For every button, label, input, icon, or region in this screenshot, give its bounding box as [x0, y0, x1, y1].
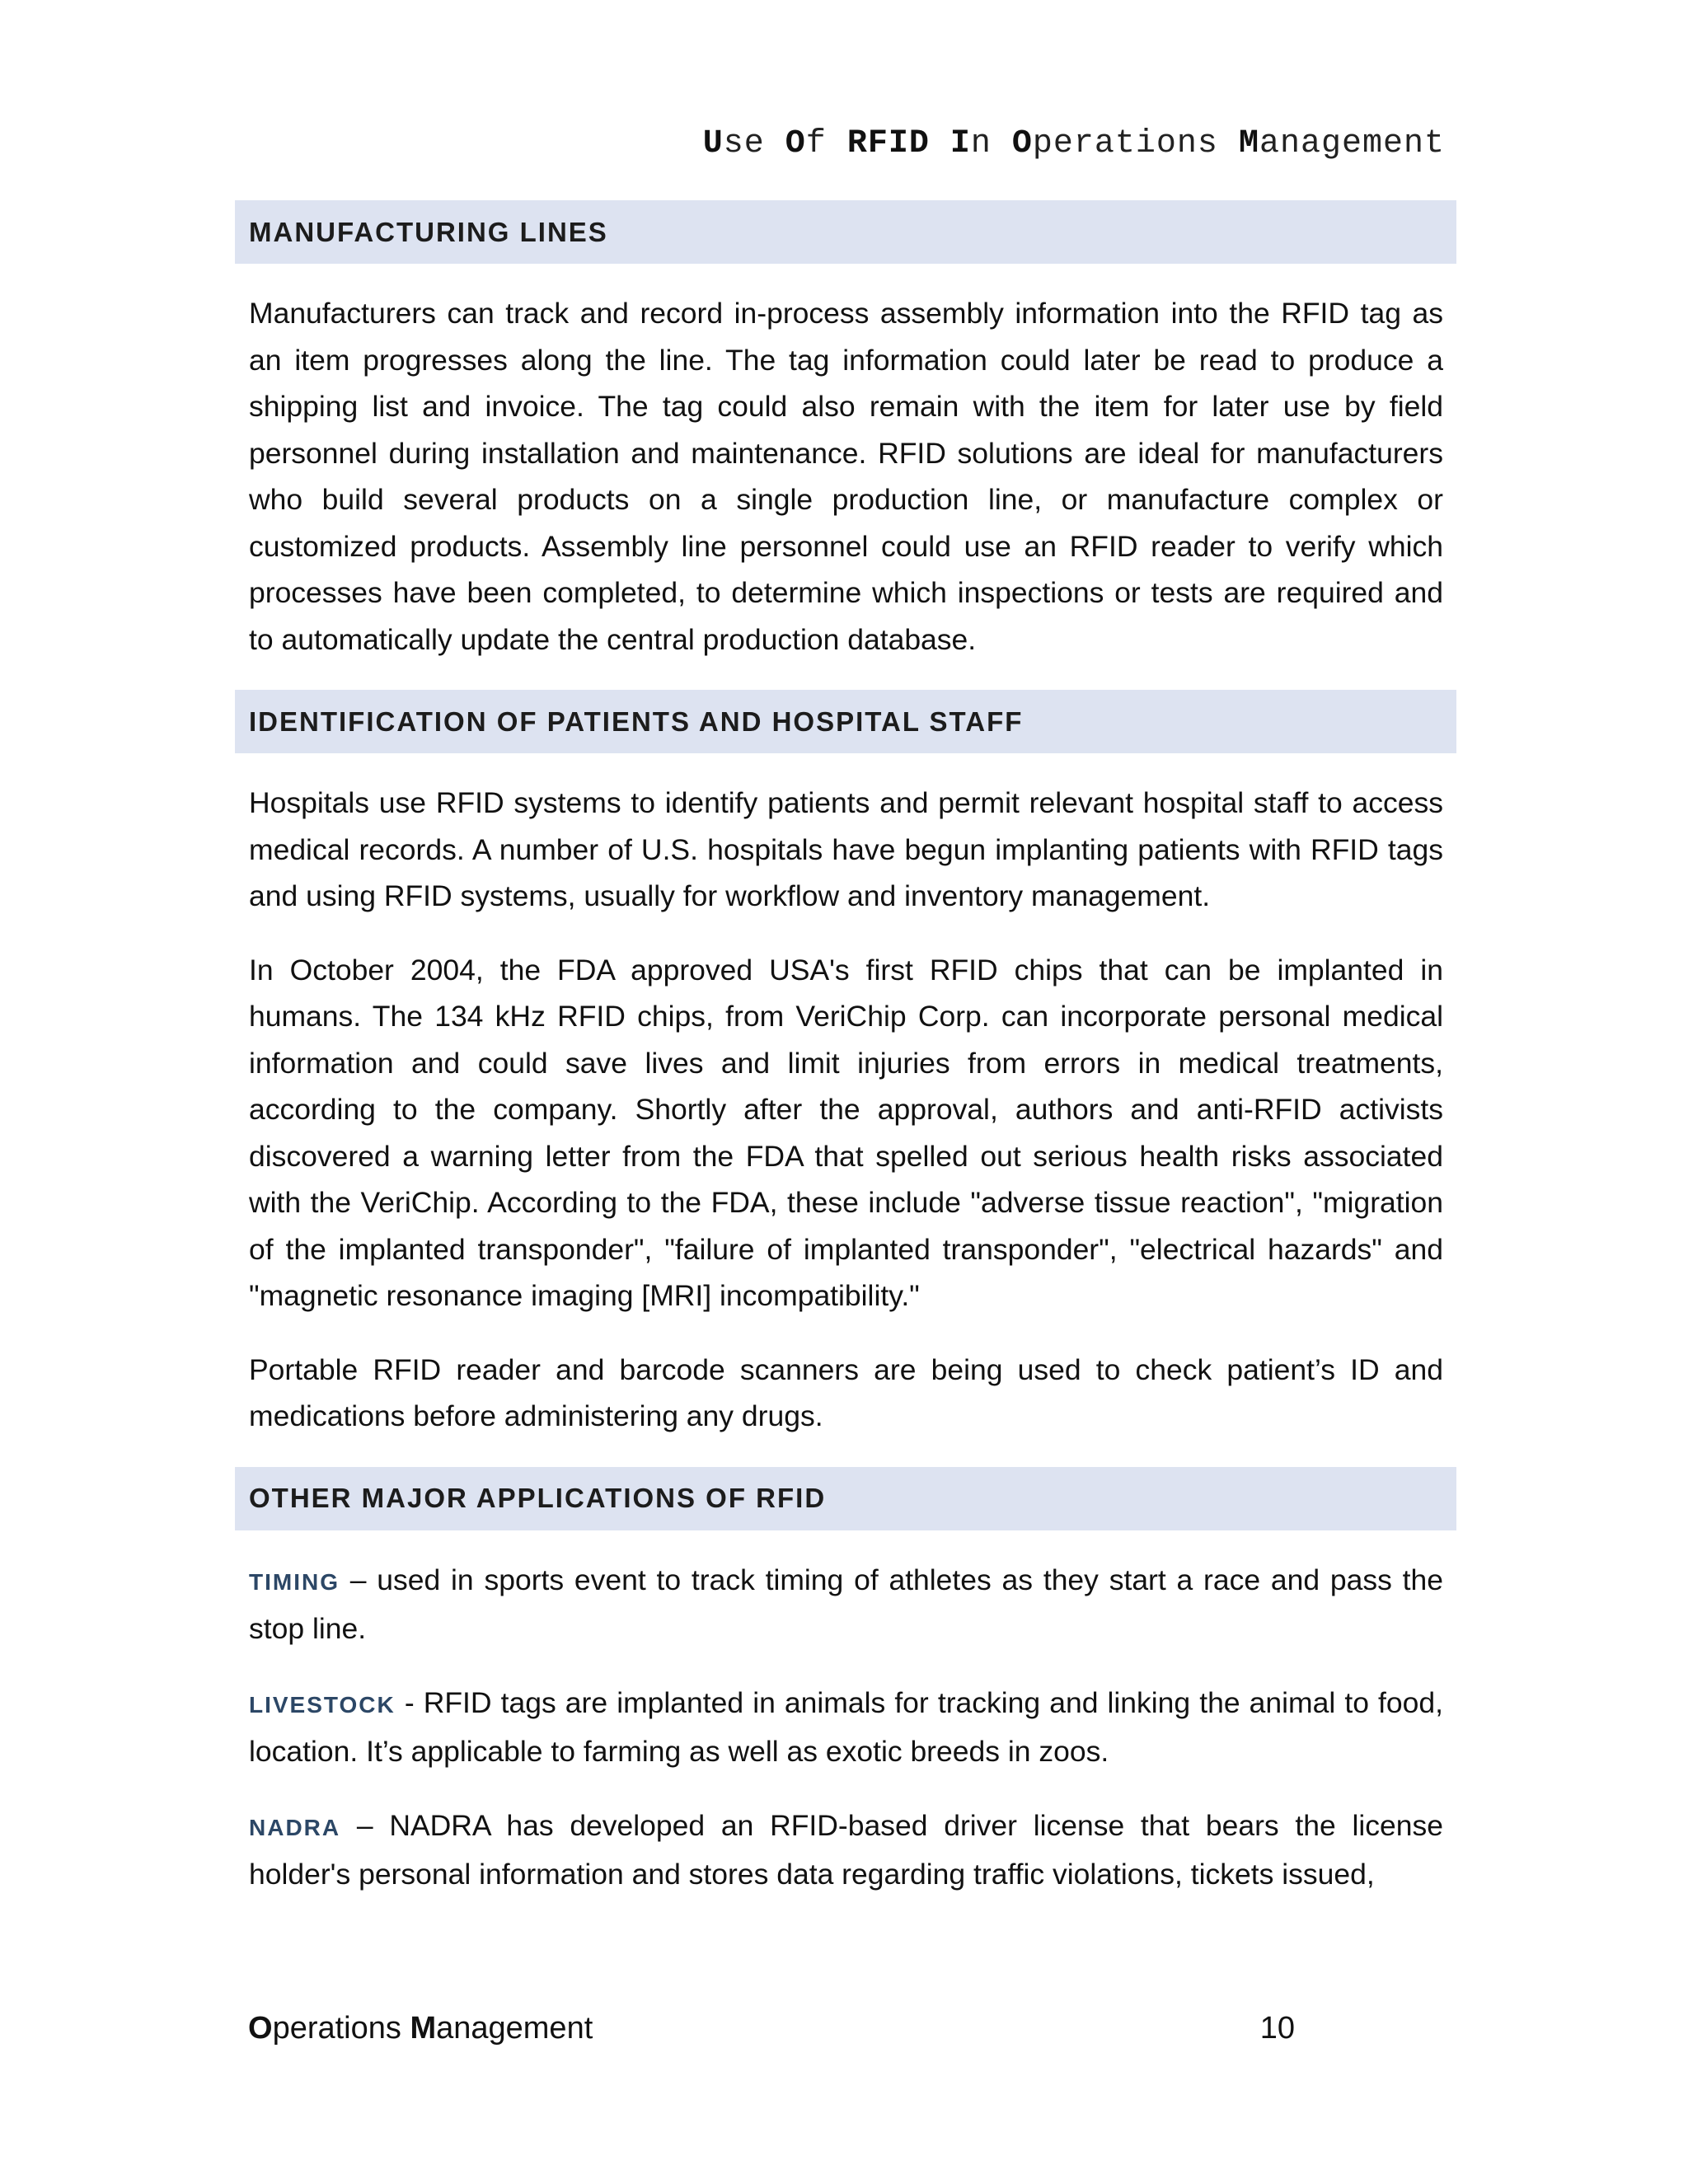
header-initial: M	[1238, 125, 1259, 162]
header-initial: U	[702, 125, 724, 162]
header-word: n	[970, 125, 1012, 162]
footer-word: perations	[272, 2011, 410, 2046]
section-heading: OTHER MAJOR APPLICATIONS OF RFID	[235, 1467, 1456, 1530]
section-patient-identification	[235, 690, 1456, 1467]
section-heading: IDENTIFICATION OF PATIENTS AND HOSPITAL STAFF	[235, 690, 1456, 753]
header-initial: O	[785, 125, 806, 162]
header-word: f	[805, 125, 847, 162]
page-content	[235, 200, 1456, 1898]
section-other-applications	[235, 1467, 1456, 1898]
page-footer	[248, 2011, 1295, 2046]
paragraph: Hospitals use RFID systems to identify patients and permit relevant hospital staff to access medical records. A number of U.S. hospitals have begun implanting patients with RFID tags and using RFID systems, usually for workflow and inventory management.	[249, 786, 1443, 912]
footer-title	[248, 2011, 593, 2046]
application-description: - RFID tags are implanted in animals for tracking and linking the animal to food, location. It’s applicable to farming as well as exotic breeds in zoos.	[249, 1685, 1443, 1768]
header-word: se	[723, 125, 785, 162]
application-description: – NADRA has developed an RFID-based driver license that bears the license holder's personal information and stores data regarding traffic violations, tickets issued,	[249, 1808, 1443, 1891]
application-item-livestock	[249, 1680, 1443, 1775]
header-word: anagement	[1259, 125, 1445, 162]
section-body	[235, 264, 1456, 690]
section-body	[235, 1530, 1456, 1898]
application-description: – used in sports event to track timing of athletes as they start a race and pass the stop line.	[249, 1563, 1443, 1645]
application-term: TIMING	[249, 1568, 340, 1595]
section-heading: MANUFACTURING LINES	[235, 200, 1456, 264]
running-header	[703, 125, 1445, 162]
application-term: NADRA	[249, 1814, 341, 1840]
application-item-timing	[249, 1557, 1443, 1652]
header-initial: RFID	[846, 125, 930, 162]
section-manufacturing-lines	[235, 200, 1456, 690]
footer-initial: O	[248, 2011, 273, 2046]
application-term: LIVESTOCK	[249, 1691, 396, 1718]
footer-initial: M	[410, 2011, 437, 2046]
header-initial: O	[1011, 125, 1033, 162]
footer-word: anagement	[436, 2011, 593, 2046]
section-body	[235, 753, 1456, 1467]
application-item-nadra	[249, 1802, 1443, 1898]
paragraph: Manufacturers can track and record in-process assembly information into the RFID tag as an item progresses along the line. The tag information could later be read to produce a shipping list and invoice. The tag could also remain with the item for later use by field personnel during installation and maintenance. RFID solutions are ideal for manufacturers who build several products on a single production line, or manufacture complex or customized products. Assembly line personnel could use an RFID reader to verify which processes have been completed, to determine which inspections or tests are required and to automatically update the central production database.	[249, 297, 1443, 656]
paragraph: In October 2004, the FDA approved USA's first RFID chips that can be implanted in humans. The 134 kHz RFID chips, from VeriChip Corp. can incorporate personal medical information and could save lives and limit injuries from errors in medical treatments, according to the company. Shortly after the approval, authors and anti-RFID activists discovered a warning letter from the FDA that spelled out serious health risks associated with the VeriChip. According to the FDA, these include "adverse tissue reaction", "migration of the implanted transponder", "failure of implanted transponder", "electrical hazards" and "magnetic resonance imaging [MRI] incompatibility."	[249, 953, 1443, 1312]
paragraph: Portable RFID reader and barcode scanners are being used to check patient’s ID and medications before administering any drugs.	[249, 1352, 1443, 1432]
header-word: perations	[1032, 125, 1239, 162]
header-initial: I	[950, 125, 971, 162]
page-number: 10	[1259, 2011, 1295, 2046]
header-word	[930, 125, 950, 162]
